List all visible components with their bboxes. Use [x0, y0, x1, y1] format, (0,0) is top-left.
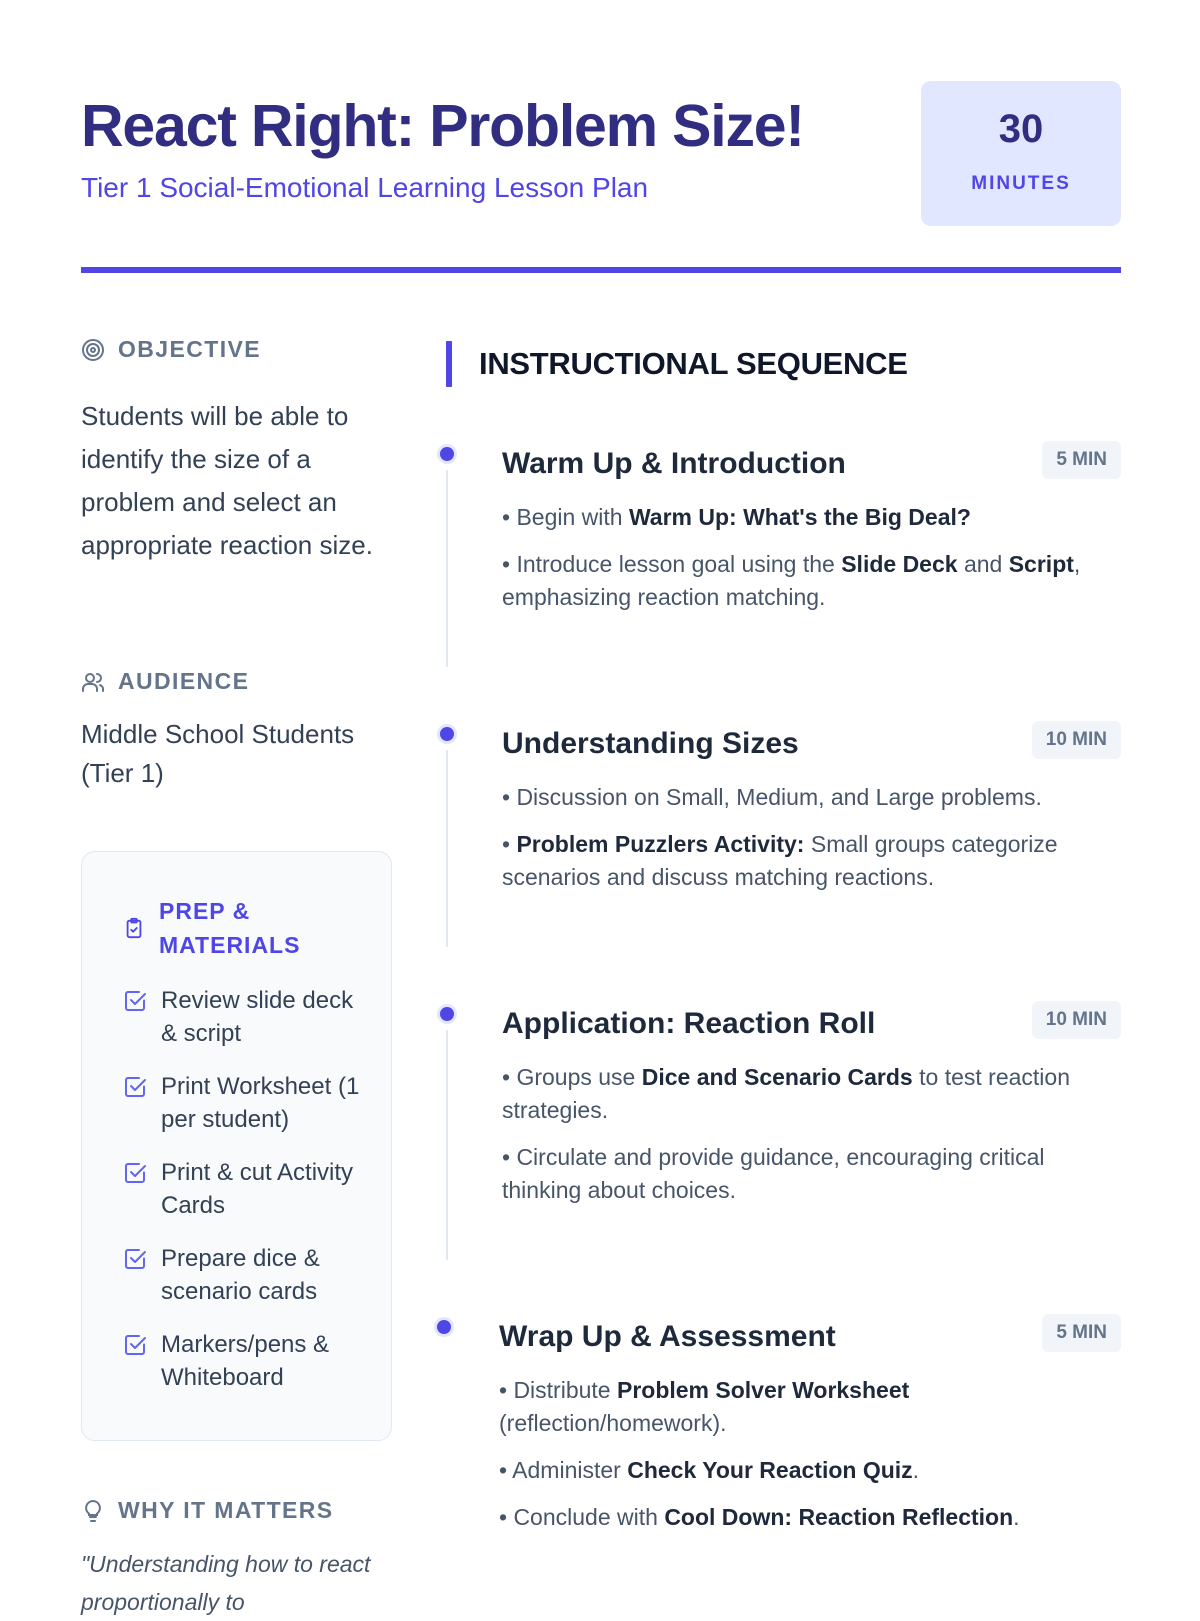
step-bullet	[499, 1454, 1118, 1487]
step-bullet	[502, 548, 1121, 614]
bullet-text: • Administer	[499, 1457, 628, 1483]
step-bullet	[499, 1374, 1118, 1440]
lesson-plan-page	[81, 0, 1121, 1615]
timeline-dot	[437, 1320, 451, 1334]
step-bullets	[499, 1374, 1118, 1548]
step-bullet	[502, 781, 1121, 814]
timeline-dot	[440, 447, 454, 461]
bullet-emphasis: Problem Solver Worksheet	[616, 1377, 910, 1403]
materials-item-text: Prepare dice & scenario cards	[161, 1245, 320, 1305]
materials-item	[123, 1328, 361, 1394]
timeline-line	[446, 750, 448, 947]
audience-label: AUDIENCE	[118, 668, 250, 694]
timeline-line	[446, 1030, 448, 1260]
checkbox-checked-icon	[123, 989, 147, 1013]
materials-item	[123, 1070, 361, 1136]
why-quote: "Understanding how to react proportionally to	[81, 1551, 371, 1615]
step-bullet	[499, 1501, 1118, 1534]
materials-item-text: Review slide deck & script	[161, 987, 354, 1047]
clipboard-icon	[123, 916, 145, 940]
materials-list	[123, 984, 361, 1414]
bullet-text: • Discussion on Small, Medium, and Large problems.	[502, 784, 1042, 810]
bullet-emphasis: Problem Puzzlers Activity:	[516, 831, 805, 857]
step-bullet	[502, 1061, 1121, 1127]
duration-badge	[921, 81, 1121, 226]
users-icon	[81, 670, 105, 694]
audience-text: Middle School Students (Tier 1)	[81, 719, 355, 788]
header-divider	[81, 267, 1121, 273]
materials-item-text: Print & cut Activity Cards	[161, 1159, 354, 1219]
bullet-text: •	[502, 831, 517, 857]
bullet-text: • Conclude with	[499, 1504, 665, 1530]
timeline-dot	[440, 727, 454, 741]
step-duration-badge: 5 MIN	[1042, 1314, 1121, 1352]
bullet-text: .	[912, 1457, 920, 1483]
why-label: WHY IT MATTERS	[118, 1497, 334, 1523]
bullet-text: • Groups use	[502, 1064, 642, 1090]
bullet-emphasis: Script	[1008, 551, 1074, 577]
bullet-text: • Introduce lesson goal using the	[502, 551, 842, 577]
step-duration-badge: 10 MIN	[1032, 1001, 1121, 1039]
bullet-text: • Begin with	[502, 504, 629, 530]
materials-item	[123, 984, 361, 1050]
checkbox-checked-icon	[123, 1075, 147, 1099]
materials-item-text: Print Worksheet (1 per student)	[161, 1073, 360, 1133]
step-title: Application: Reaction Roll	[502, 1007, 876, 1040]
bullet-emphasis: Dice and Scenario Cards	[641, 1064, 913, 1090]
bullet-text: (reflection/homework).	[499, 1410, 727, 1436]
materials-item	[123, 1156, 361, 1222]
materials-item-text: Markers/pens & Whiteboard	[161, 1331, 330, 1391]
sequence-title: INSTRUCTIONAL SEQUENCE	[479, 346, 908, 381]
objective-text: Students will be able to identify the size of a problem and select an appropriate reaction size.	[81, 401, 373, 560]
step-duration-badge: 10 MIN	[1032, 721, 1121, 759]
bullet-text: Small groups categorize scenarios and discuss matching reactions.	[502, 831, 1058, 890]
step-bullets	[502, 501, 1121, 628]
bullet-emphasis: Check Your Reaction Quiz	[627, 1457, 913, 1483]
page-subtitle: Tier 1 Social-Emotional Learning Lesson Plan	[81, 172, 649, 203]
step-bullet	[502, 501, 1121, 534]
bullet-text: , emphasizing reaction matching.	[502, 551, 1081, 610]
checkbox-checked-icon	[123, 1333, 147, 1357]
checkbox-checked-icon	[123, 1247, 147, 1271]
materials-item	[123, 1242, 361, 1308]
materials-heading	[123, 894, 319, 962]
bullet-text: • Distribute	[499, 1377, 617, 1403]
target-icon	[81, 338, 105, 362]
step-bullet	[502, 828, 1121, 894]
materials-label: PREP & MATERIALS	[159, 898, 301, 958]
duration-unit: MINUTES	[971, 173, 1071, 194]
page-title: React Right: Problem Size!	[81, 93, 804, 159]
objective-heading	[81, 336, 261, 363]
sequence-accent-bar	[446, 341, 452, 387]
timeline-line	[446, 470, 448, 667]
why-heading	[81, 1497, 334, 1524]
lightbulb-icon	[81, 1499, 105, 1523]
audience-heading	[81, 668, 249, 695]
bullet-emphasis: Cool Down: Reaction Reflection	[664, 1504, 1014, 1530]
step-title: Warm Up & Introduction	[502, 447, 846, 480]
duration-value: 30	[998, 107, 1044, 151]
step-title: Understanding Sizes	[502, 727, 799, 760]
step-bullets	[502, 1061, 1121, 1221]
checkbox-checked-icon	[123, 1161, 147, 1185]
bullet-text: to test reaction strategies.	[502, 1064, 1070, 1123]
bullet-emphasis: Warm Up: What's the Big Deal?	[628, 504, 971, 530]
bullet-text: .	[1013, 1504, 1020, 1530]
bullet-text: and	[957, 551, 1009, 577]
bullet-emphasis: Slide Deck	[841, 551, 958, 577]
objective-label: OBJECTIVE	[118, 336, 261, 362]
step-bullets	[502, 781, 1121, 908]
step-duration-badge: 5 MIN	[1042, 441, 1121, 479]
bullet-text: • Circulate and provide guidance, encouraging critical thinking about choices.	[502, 1144, 1045, 1203]
timeline-dot	[440, 1007, 454, 1021]
step-title: Wrap Up & Assessment	[499, 1320, 836, 1353]
step-bullet	[502, 1141, 1121, 1207]
materials-card	[81, 851, 392, 1441]
